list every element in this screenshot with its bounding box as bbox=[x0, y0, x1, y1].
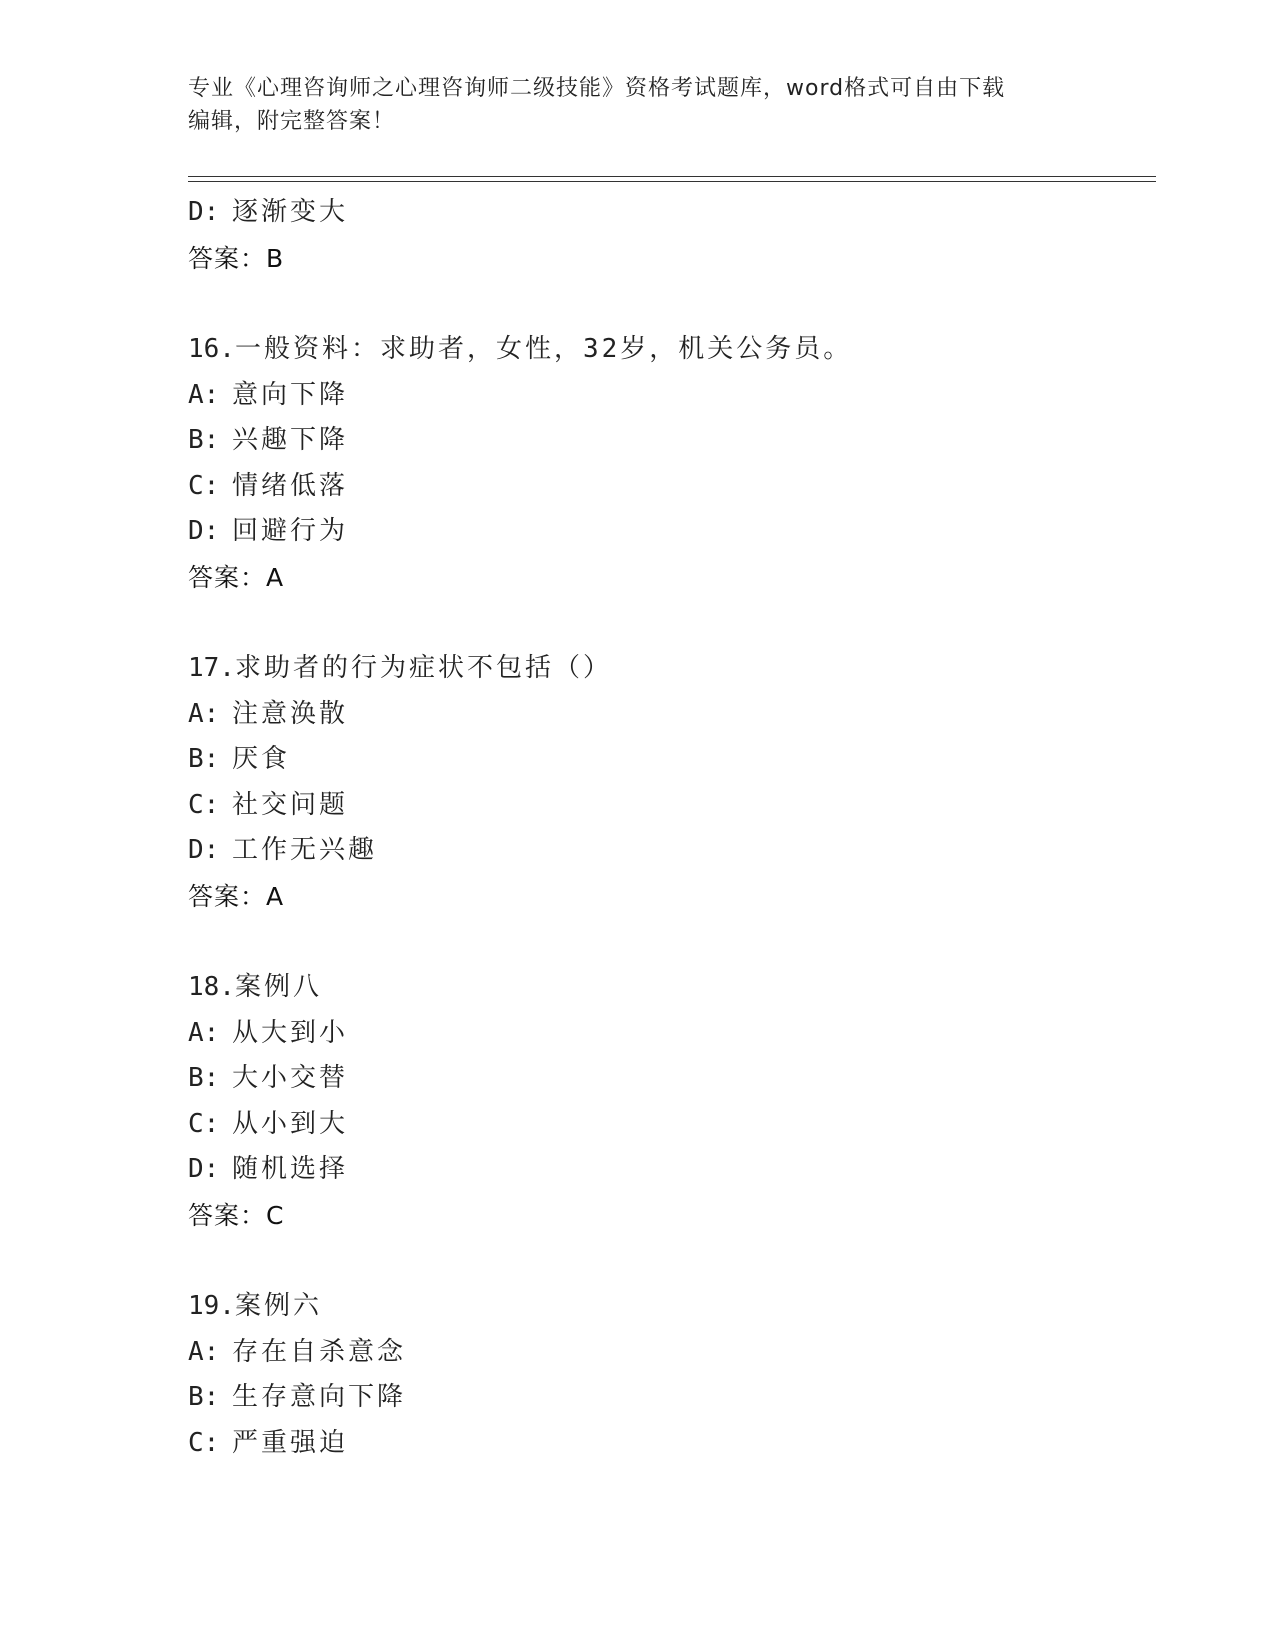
answer-line: 答案：A bbox=[188, 562, 285, 592]
option-letter: A: bbox=[188, 379, 220, 410]
option-letter: B: bbox=[188, 1382, 220, 1412]
option-d bbox=[188, 190, 1148, 236]
answer-line: 答案：A bbox=[188, 881, 285, 911]
option-letter: B: bbox=[188, 1063, 220, 1093]
answer-line: 答案：B bbox=[188, 243, 285, 273]
option-text: 逐渐变大 bbox=[232, 197, 349, 227]
option-text: 工作无兴趣 bbox=[232, 835, 378, 865]
question-number: 17. bbox=[188, 653, 235, 683]
question-text: 案例八 bbox=[234, 972, 322, 1002]
option-letter: C: bbox=[188, 470, 220, 501]
option-c bbox=[188, 783, 1148, 829]
question-number: 18. bbox=[188, 972, 235, 1002]
header-divider-top bbox=[188, 176, 1156, 177]
option-a bbox=[188, 1330, 1148, 1376]
option-text: 严重强迫 bbox=[232, 1427, 349, 1458]
option-letter: C: bbox=[188, 789, 220, 820]
header-divider-bottom bbox=[188, 181, 1156, 182]
document-header bbox=[188, 72, 1078, 138]
option-letter: D: bbox=[188, 516, 220, 546]
option-letter: A: bbox=[188, 698, 220, 729]
option-b bbox=[188, 1056, 1148, 1102]
option-letter: A: bbox=[188, 1336, 220, 1367]
option-a bbox=[188, 692, 1148, 738]
option-letter: B: bbox=[188, 425, 220, 455]
question-17 bbox=[188, 646, 1148, 692]
option-b bbox=[188, 737, 1148, 783]
option-letter: C: bbox=[188, 1427, 220, 1458]
option-text: 情绪低落 bbox=[232, 470, 349, 501]
question-text: 案例六 bbox=[234, 1291, 322, 1321]
option-text: 存在自杀意念 bbox=[232, 1336, 407, 1367]
option-d bbox=[188, 509, 1148, 555]
option-text: 意向下降 bbox=[232, 379, 349, 410]
option-a bbox=[188, 373, 1148, 419]
answer-line: 答案：C bbox=[188, 1200, 285, 1230]
option-text: 从小到大 bbox=[232, 1108, 349, 1139]
option-text: 生存意向下降 bbox=[232, 1382, 407, 1412]
header-line-1: 专业《心理咨询师之心理咨询师二级技能》资格考试题库，word格式可自由下载 bbox=[188, 76, 1006, 101]
option-letter: A: bbox=[188, 1017, 220, 1048]
question-spacer bbox=[188, 1238, 1148, 1284]
question-number: 19. bbox=[188, 1291, 235, 1321]
question-19 bbox=[188, 1284, 1148, 1330]
option-a bbox=[188, 1011, 1148, 1057]
question-text: 求助者的行为症状不包括（） bbox=[234, 653, 612, 683]
question-16 bbox=[188, 327, 1148, 373]
option-d bbox=[188, 828, 1148, 874]
option-letter: D: bbox=[188, 197, 220, 227]
option-text: 从大到小 bbox=[232, 1017, 349, 1048]
option-d bbox=[188, 1147, 1148, 1193]
option-letter: D: bbox=[188, 1154, 220, 1184]
question-spacer bbox=[188, 281, 1148, 327]
option-b bbox=[188, 418, 1148, 464]
option-letter: B: bbox=[188, 744, 220, 774]
option-c bbox=[188, 1102, 1148, 1148]
option-letter: D: bbox=[188, 835, 220, 865]
option-letter: C: bbox=[188, 1108, 220, 1139]
question-spacer bbox=[188, 919, 1148, 965]
option-text: 注意涣散 bbox=[232, 698, 349, 729]
option-c bbox=[188, 464, 1148, 510]
option-text: 回避行为 bbox=[232, 516, 349, 546]
question-18 bbox=[188, 965, 1148, 1011]
question-number: 16. bbox=[188, 334, 235, 364]
header-line-2: 编辑，附完整答案！ bbox=[188, 109, 396, 134]
option-text: 社交问题 bbox=[232, 789, 349, 820]
question-text: 一般资料：求助者，女性，32岁，机关公务员。 bbox=[234, 334, 853, 364]
option-text: 兴趣下降 bbox=[232, 425, 349, 455]
question-list bbox=[188, 190, 1148, 1466]
option-c bbox=[188, 1421, 1148, 1467]
option-text: 随机选择 bbox=[232, 1154, 349, 1184]
option-text: 大小交替 bbox=[232, 1063, 349, 1093]
option-text: 厌食 bbox=[232, 744, 291, 774]
option-b bbox=[188, 1375, 1148, 1421]
question-spacer bbox=[188, 600, 1148, 646]
